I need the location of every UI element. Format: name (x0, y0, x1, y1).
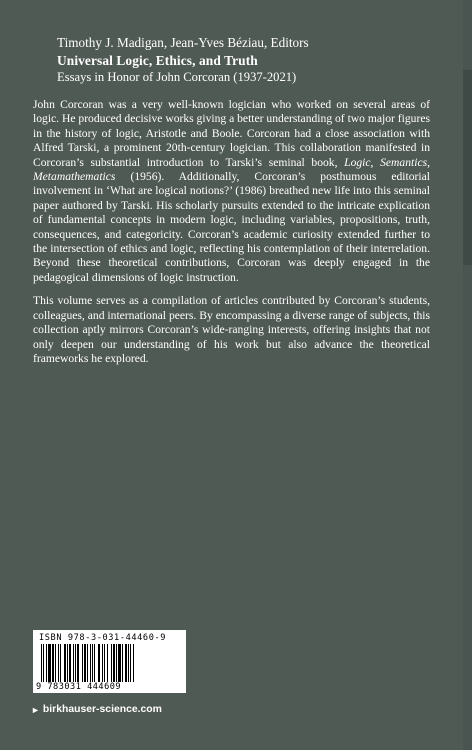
blurb-p1-part-a: John Corcoran was a very well-known logician who worked on several areas of logic. He produced decisive works giving a better understanding of two major figures in the history of logic, Aristotle and Boole. Corcoran had a close association with Alfred Tarski, a prominent 20th-century logician. This collaboration manifested in Corcoran’s substantial introduction to Tarski’s seminal book, (33, 98, 430, 169)
barcode-bar (102, 644, 103, 682)
blurb-paragraph-1 (33, 98, 430, 285)
barcode-bar (64, 644, 66, 682)
book-title: Universal Logic, Ethics, and Truth (57, 53, 258, 68)
blurb-text (33, 98, 430, 375)
barcode-bar (87, 644, 88, 682)
barcode-bar (90, 644, 91, 682)
barcode-bar (43, 644, 44, 682)
spine-mark (463, 70, 472, 265)
publisher-link[interactable] (31, 703, 162, 717)
barcode-bar (75, 644, 76, 682)
blurb-paragraph-2: This volume serves as a compilation of articles contributed by Corcoran’s students, colleagues, and international peers. By encompassing a diverse range of subjects, this collection aptly mirrors Corcoran’s wide-ranging interests, offering insights that not only deepen our understanding of his work but also advance the theoretical frameworks he explored. (33, 294, 430, 365)
barcode-digits: 9 783031 444609 (36, 682, 122, 692)
barcode-bar (111, 644, 112, 682)
barcode-bar (98, 644, 100, 682)
barcode-bar (107, 644, 108, 682)
barcode-bar (92, 644, 93, 682)
barcode-bar (125, 644, 127, 682)
barcode-bar (55, 644, 56, 682)
blurb-p1-book-title: Logic, Semantics, Metamathematics (33, 155, 430, 184)
isbn-barcode (33, 630, 186, 693)
barcode-bar (73, 644, 74, 682)
barcode-bar (46, 644, 47, 682)
editors-line: Timothy J. Madigan, Jean-Yves Béziau, Editors (57, 35, 309, 50)
barcode-bar (113, 644, 115, 682)
barcode-bar (116, 644, 117, 682)
barcode-bar (128, 644, 129, 682)
barcode-bar (58, 644, 59, 682)
barcode-bar (94, 644, 95, 682)
book-header (57, 34, 437, 86)
barcode-bar (41, 644, 42, 682)
barcode-bar (69, 644, 71, 682)
publisher-website[interactable]: birkhauser-science.com (42, 704, 162, 715)
barcode-bar (82, 644, 83, 682)
book-subtitle: Essays in Honor of John Corcoran (1937-2021) (57, 70, 297, 84)
isbn-label: ISBN 978-3-031-44460-9 (39, 633, 167, 643)
barcode-bar (77, 644, 79, 682)
barcode-bar (52, 644, 54, 682)
arrow-right-icon: ► (31, 705, 40, 715)
barcode-bar (118, 644, 121, 682)
barcode-bar (48, 644, 51, 682)
barcode-bar (133, 644, 134, 682)
barcode-bar (130, 644, 131, 682)
barcode-bar (122, 644, 123, 682)
barcode-bars (41, 644, 178, 682)
blurb-p1-part-b: (1956). Additionally, Corcoran’s posthumous editorial involvement in ‘What are logical notions?’ (1986) breathed new life into this seminal paper authored by Tarski. His scholarly pursuits extended to the intricate explication of fundamental concepts in modern logic, including variables, propositions, truth, consequences, and categoricity. Corcoran’s academic curiosity extended further to the intersection of ethics and logic, reflecting his contemplation of their interrelation. Beyond these theoretical contributions, Corcoran was deeply engaged in the pedagogical dimensions of logic instruction. (33, 170, 430, 284)
barcode-bar (60, 644, 61, 682)
barcode-bar (67, 644, 68, 682)
barcode-bar (104, 644, 105, 682)
barcode-bar (84, 644, 86, 682)
